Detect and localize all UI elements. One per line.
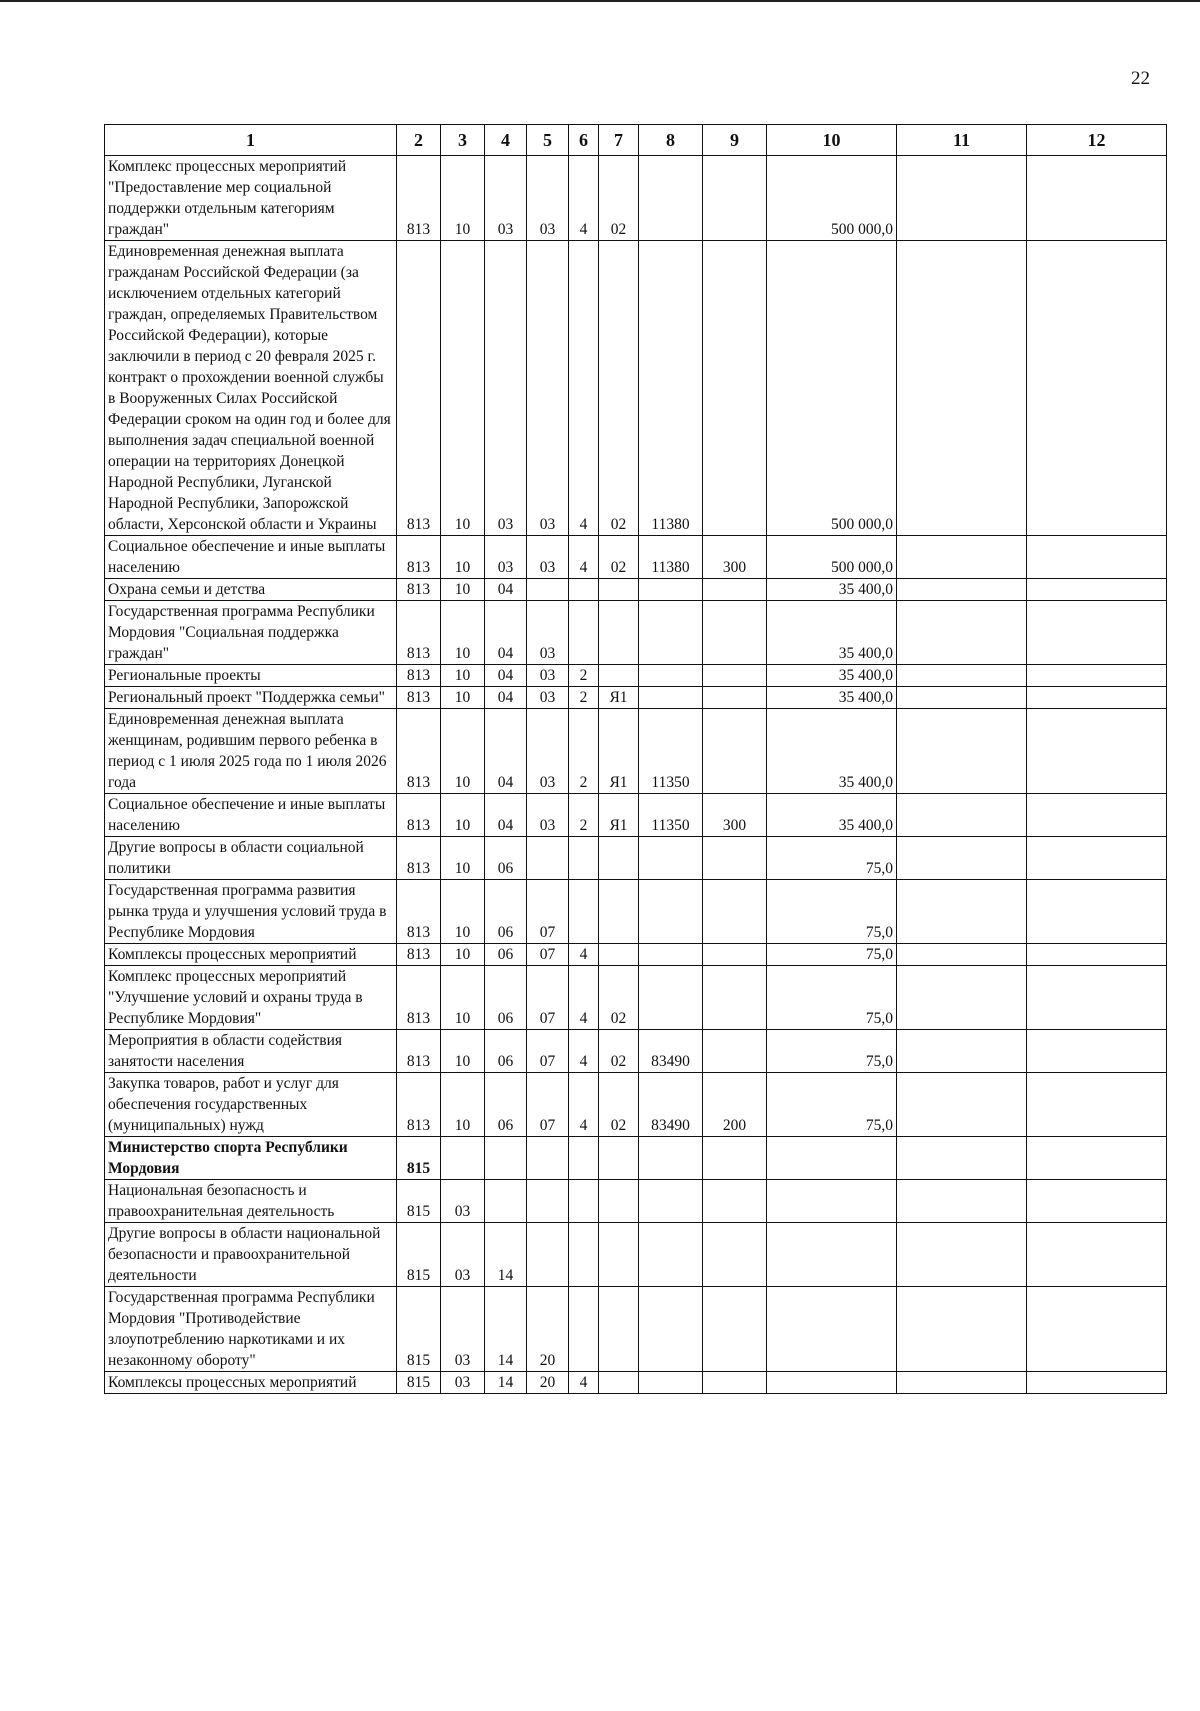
amount-cell: 500 000,0 xyxy=(767,156,897,241)
code-5-cell xyxy=(527,1180,569,1223)
column-header: 5 xyxy=(527,125,569,156)
table-row xyxy=(105,1073,1167,1137)
code-9-cell xyxy=(703,241,767,536)
code-5-cell: 07 xyxy=(527,966,569,1030)
code-3-cell: 10 xyxy=(441,665,485,687)
row-name-cell: Государственная программа Республики Мордовия "Социальная поддержка граждан" xyxy=(105,601,397,665)
code-9-cell xyxy=(703,944,767,966)
code-4-cell: 06 xyxy=(485,837,527,880)
code-6-cell: 4 xyxy=(569,156,599,241)
column-header: 3 xyxy=(441,125,485,156)
code-2-cell: 815 xyxy=(397,1372,441,1394)
table-row xyxy=(105,601,1167,665)
code-3-cell: 10 xyxy=(441,944,485,966)
table-row xyxy=(105,536,1167,579)
code-4-cell: 03 xyxy=(485,536,527,579)
code-4-cell: 03 xyxy=(485,241,527,536)
code-3-cell: 03 xyxy=(441,1287,485,1372)
table-row xyxy=(105,1287,1167,1372)
column-11-cell xyxy=(897,794,1027,837)
code-6-cell xyxy=(569,837,599,880)
column-11-cell xyxy=(897,1030,1027,1073)
column-11-cell xyxy=(897,837,1027,880)
code-4-cell: 06 xyxy=(485,1073,527,1137)
code-2-cell: 813 xyxy=(397,794,441,837)
column-11-cell xyxy=(897,536,1027,579)
table-body xyxy=(105,156,1167,1394)
code-9-cell xyxy=(703,601,767,665)
code-2-cell: 813 xyxy=(397,241,441,536)
table-row xyxy=(105,1223,1167,1287)
amount-cell xyxy=(767,1223,897,1287)
column-12-cell xyxy=(1027,601,1167,665)
table-row xyxy=(105,1137,1167,1180)
column-12-cell xyxy=(1027,1073,1167,1137)
row-name-cell: Региональный проект "Поддержка семьи" xyxy=(105,687,397,709)
code-4-cell: 04 xyxy=(485,579,527,601)
code-4-cell: 14 xyxy=(485,1223,527,1287)
code-9-cell xyxy=(703,156,767,241)
code-5-cell: 07 xyxy=(527,880,569,944)
row-name-cell: Национальная безопасность и правоохранительная деятельность xyxy=(105,1180,397,1223)
code-6-cell: 2 xyxy=(569,665,599,687)
table-row xyxy=(105,1030,1167,1073)
code-2-cell: 813 xyxy=(397,1073,441,1137)
code-8-cell xyxy=(639,1180,703,1223)
code-8-cell xyxy=(639,1372,703,1394)
column-header: 2 xyxy=(397,125,441,156)
column-11-cell xyxy=(897,601,1027,665)
code-7-cell: 02 xyxy=(599,966,639,1030)
code-4-cell: 04 xyxy=(485,601,527,665)
code-8-cell xyxy=(639,880,703,944)
column-11-cell xyxy=(897,687,1027,709)
column-11-cell xyxy=(897,1223,1027,1287)
code-6-cell: 2 xyxy=(569,687,599,709)
code-6-cell: 4 xyxy=(569,966,599,1030)
code-3-cell: 10 xyxy=(441,687,485,709)
code-2-cell: 813 xyxy=(397,536,441,579)
column-11-cell xyxy=(897,156,1027,241)
code-6-cell xyxy=(569,880,599,944)
column-12-cell xyxy=(1027,1372,1167,1394)
column-header: 12 xyxy=(1027,125,1167,156)
code-9-cell xyxy=(703,1223,767,1287)
column-11-cell xyxy=(897,1287,1027,1372)
column-11-cell xyxy=(897,665,1027,687)
column-11-cell xyxy=(897,1372,1027,1394)
code-9-cell xyxy=(703,880,767,944)
code-5-cell: 03 xyxy=(527,687,569,709)
code-3-cell: 10 xyxy=(441,1073,485,1137)
column-12-cell xyxy=(1027,241,1167,536)
code-9-cell: 300 xyxy=(703,536,767,579)
code-9-cell xyxy=(703,1180,767,1223)
code-3-cell: 10 xyxy=(441,880,485,944)
code-4-cell: 04 xyxy=(485,709,527,794)
table-row xyxy=(105,880,1167,944)
column-11-cell xyxy=(897,709,1027,794)
code-9-cell xyxy=(703,709,767,794)
code-5-cell: 07 xyxy=(527,944,569,966)
table-row xyxy=(105,665,1167,687)
code-9-cell: 200 xyxy=(703,1073,767,1137)
code-2-cell: 815 xyxy=(397,1180,441,1223)
code-6-cell xyxy=(569,601,599,665)
column-11-cell xyxy=(897,944,1027,966)
table-row xyxy=(105,156,1167,241)
code-5-cell: 07 xyxy=(527,1073,569,1137)
column-11-cell xyxy=(897,966,1027,1030)
code-6-cell xyxy=(569,579,599,601)
row-name-cell: Комплексы процессных мероприятий xyxy=(105,944,397,966)
column-12-cell xyxy=(1027,1180,1167,1223)
top-rule xyxy=(0,0,1200,2)
code-3-cell xyxy=(441,1137,485,1180)
table-row xyxy=(105,944,1167,966)
code-6-cell: 2 xyxy=(569,794,599,837)
column-header: 6 xyxy=(569,125,599,156)
code-6-cell: 4 xyxy=(569,1073,599,1137)
code-8-cell xyxy=(639,837,703,880)
row-name-cell: Мероприятия в области содействия занятости населения xyxy=(105,1030,397,1073)
code-2-cell: 813 xyxy=(397,837,441,880)
column-12-cell xyxy=(1027,156,1167,241)
row-name-cell: Единовременная денежная выплата женщинам, родившим первого ребенка в период с 1 июля 2025 года по 1 июля 2026 года xyxy=(105,709,397,794)
amount-cell: 75,0 xyxy=(767,1073,897,1137)
code-8-cell: 11380 xyxy=(639,536,703,579)
code-2-cell: 815 xyxy=(397,1287,441,1372)
code-3-cell: 10 xyxy=(441,837,485,880)
amount-cell: 75,0 xyxy=(767,944,897,966)
code-8-cell: 83490 xyxy=(639,1030,703,1073)
amount-cell: 35 400,0 xyxy=(767,687,897,709)
code-2-cell: 815 xyxy=(397,1137,441,1180)
code-3-cell: 10 xyxy=(441,966,485,1030)
column-11-cell xyxy=(897,1073,1027,1137)
column-header: 10 xyxy=(767,125,897,156)
code-9-cell xyxy=(703,966,767,1030)
code-4-cell xyxy=(485,1137,527,1180)
code-2-cell: 813 xyxy=(397,709,441,794)
column-12-cell xyxy=(1027,837,1167,880)
code-8-cell xyxy=(639,1287,703,1372)
code-3-cell: 10 xyxy=(441,579,485,601)
code-7-cell xyxy=(599,579,639,601)
code-4-cell: 03 xyxy=(485,156,527,241)
column-12-cell xyxy=(1027,1223,1167,1287)
code-5-cell xyxy=(527,579,569,601)
code-5-cell: 03 xyxy=(527,794,569,837)
amount-cell: 35 400,0 xyxy=(767,601,897,665)
code-4-cell: 06 xyxy=(485,944,527,966)
code-7-cell xyxy=(599,880,639,944)
amount-cell: 500 000,0 xyxy=(767,536,897,579)
amount-cell xyxy=(767,1372,897,1394)
code-9-cell xyxy=(703,579,767,601)
code-9-cell xyxy=(703,1287,767,1372)
column-header: 4 xyxy=(485,125,527,156)
table-row xyxy=(105,579,1167,601)
column-11-cell xyxy=(897,579,1027,601)
column-header: 7 xyxy=(599,125,639,156)
code-3-cell: 10 xyxy=(441,601,485,665)
row-name-cell: Другие вопросы в области национальной безопасности и правоохранительной деятельности xyxy=(105,1223,397,1287)
code-5-cell: 03 xyxy=(527,665,569,687)
budget-table xyxy=(104,124,1167,1394)
code-9-cell xyxy=(703,687,767,709)
code-6-cell: 4 xyxy=(569,1030,599,1073)
row-name-cell: Комплексы процессных мероприятий xyxy=(105,1372,397,1394)
code-7-cell: 02 xyxy=(599,1030,639,1073)
code-4-cell: 06 xyxy=(485,880,527,944)
amount-cell xyxy=(767,1137,897,1180)
amount-cell: 75,0 xyxy=(767,1030,897,1073)
code-2-cell: 815 xyxy=(397,1223,441,1287)
code-3-cell: 10 xyxy=(441,156,485,241)
code-6-cell: 4 xyxy=(569,1372,599,1394)
code-8-cell xyxy=(639,156,703,241)
code-5-cell: 03 xyxy=(527,601,569,665)
row-name-cell: Государственная программа развития рынка труда и улучшения условий труда в Республике Мордовия xyxy=(105,880,397,944)
code-7-cell xyxy=(599,944,639,966)
code-8-cell xyxy=(639,665,703,687)
row-name-cell: Государственная программа Республики Мордовия "Противодействие злоупотреблению наркотиками и их незаконному обороту" xyxy=(105,1287,397,1372)
table-row xyxy=(105,966,1167,1030)
column-12-cell xyxy=(1027,966,1167,1030)
column-header-row xyxy=(105,125,1167,156)
code-4-cell xyxy=(485,1180,527,1223)
code-8-cell: 83490 xyxy=(639,1073,703,1137)
code-5-cell: 20 xyxy=(527,1287,569,1372)
code-6-cell xyxy=(569,1180,599,1223)
code-5-cell: 03 xyxy=(527,709,569,794)
code-6-cell xyxy=(569,1137,599,1180)
amount-cell: 75,0 xyxy=(767,966,897,1030)
amount-cell: 75,0 xyxy=(767,880,897,944)
code-4-cell: 04 xyxy=(485,665,527,687)
table-row xyxy=(105,709,1167,794)
column-11-cell xyxy=(897,880,1027,944)
code-2-cell: 813 xyxy=(397,156,441,241)
code-6-cell: 4 xyxy=(569,241,599,536)
code-8-cell xyxy=(639,966,703,1030)
row-name-cell: Единовременная денежная выплата гражданам Российской Федерации (за исключением отдельных категорий граждан, определяемых Правительством Российской Федерации), которые заключили в период с 20 февраля 2025 г. контракт о прохождении военной службы в Вооруженных Силах Российской Федерации сроком на один год и более для выполнения задач специальной военной операции на территориях Донецкой Народной Республики, Луганской Народной Республики, Запорожской области, Херсонской области и Украины xyxy=(105,241,397,536)
code-7-cell xyxy=(599,1372,639,1394)
code-5-cell xyxy=(527,837,569,880)
amount-cell: 75,0 xyxy=(767,837,897,880)
code-4-cell: 14 xyxy=(485,1287,527,1372)
table-row xyxy=(105,241,1167,536)
code-9-cell xyxy=(703,1372,767,1394)
code-4-cell: 06 xyxy=(485,1030,527,1073)
code-3-cell: 03 xyxy=(441,1180,485,1223)
code-4-cell: 04 xyxy=(485,794,527,837)
column-header: 1 xyxy=(105,125,397,156)
code-2-cell: 813 xyxy=(397,966,441,1030)
code-4-cell: 04 xyxy=(485,687,527,709)
code-2-cell: 813 xyxy=(397,665,441,687)
code-9-cell: 300 xyxy=(703,794,767,837)
code-9-cell xyxy=(703,837,767,880)
code-8-cell xyxy=(639,1137,703,1180)
table-row xyxy=(105,1180,1167,1223)
column-12-cell xyxy=(1027,709,1167,794)
column-12-cell xyxy=(1027,1030,1167,1073)
code-3-cell: 03 xyxy=(441,1372,485,1394)
column-12-cell xyxy=(1027,1287,1167,1372)
code-7-cell xyxy=(599,1180,639,1223)
code-6-cell xyxy=(569,1287,599,1372)
code-7-cell xyxy=(599,1137,639,1180)
row-name-cell: Комплекс процессных мероприятий "Улучшение условий и охраны труда в Республике Мордовия" xyxy=(105,966,397,1030)
code-7-cell: 02 xyxy=(599,1073,639,1137)
table-row xyxy=(105,1372,1167,1394)
code-5-cell xyxy=(527,1137,569,1180)
code-2-cell: 813 xyxy=(397,880,441,944)
code-3-cell: 10 xyxy=(441,794,485,837)
amount-cell xyxy=(767,1287,897,1372)
amount-cell xyxy=(767,1180,897,1223)
code-5-cell: 07 xyxy=(527,1030,569,1073)
row-name-cell: Социальное обеспечение и иные выплаты населению xyxy=(105,536,397,579)
code-6-cell: 2 xyxy=(569,709,599,794)
code-2-cell: 813 xyxy=(397,579,441,601)
amount-cell: 500 000,0 xyxy=(767,241,897,536)
code-8-cell: 11380 xyxy=(639,241,703,536)
row-name-cell: Министерство спорта Республики Мордовия xyxy=(105,1137,397,1180)
row-name-cell: Закупка товаров, работ и услуг для обеспечения государственных (муниципальных) нужд xyxy=(105,1073,397,1137)
code-7-cell: 02 xyxy=(599,536,639,579)
code-3-cell: 10 xyxy=(441,536,485,579)
column-12-cell xyxy=(1027,1137,1167,1180)
table-row xyxy=(105,687,1167,709)
column-header: 11 xyxy=(897,125,1027,156)
code-2-cell: 813 xyxy=(397,687,441,709)
code-8-cell xyxy=(639,579,703,601)
column-11-cell xyxy=(897,241,1027,536)
amount-cell: 35 400,0 xyxy=(767,579,897,601)
page-number: 22 xyxy=(1131,68,1150,89)
column-11-cell xyxy=(897,1137,1027,1180)
code-9-cell xyxy=(703,1030,767,1073)
row-name-cell: Социальное обеспечение и иные выплаты населению xyxy=(105,794,397,837)
code-3-cell: 10 xyxy=(441,241,485,536)
code-6-cell: 4 xyxy=(569,536,599,579)
column-header: 8 xyxy=(639,125,703,156)
row-name-cell: Комплекс процессных мероприятий "Предоставление мер социальной поддержки отдельным категориям граждан" xyxy=(105,156,397,241)
code-8-cell: 11350 xyxy=(639,794,703,837)
amount-cell: 35 400,0 xyxy=(767,709,897,794)
column-12-cell xyxy=(1027,687,1167,709)
row-name-cell: Другие вопросы в области социальной политики xyxy=(105,837,397,880)
code-8-cell xyxy=(639,1223,703,1287)
code-7-cell xyxy=(599,837,639,880)
column-12-cell xyxy=(1027,665,1167,687)
code-7-cell: 02 xyxy=(599,156,639,241)
amount-cell: 35 400,0 xyxy=(767,794,897,837)
code-3-cell: 10 xyxy=(441,709,485,794)
column-11-cell xyxy=(897,1180,1027,1223)
code-5-cell: 03 xyxy=(527,241,569,536)
code-9-cell xyxy=(703,1137,767,1180)
code-3-cell: 10 xyxy=(441,1030,485,1073)
code-2-cell: 813 xyxy=(397,1030,441,1073)
code-2-cell: 813 xyxy=(397,601,441,665)
row-name-cell: Охрана семьи и детства xyxy=(105,579,397,601)
code-2-cell: 813 xyxy=(397,944,441,966)
code-4-cell: 14 xyxy=(485,1372,527,1394)
code-7-cell xyxy=(599,601,639,665)
code-8-cell xyxy=(639,601,703,665)
amount-cell: 35 400,0 xyxy=(767,665,897,687)
code-5-cell: 03 xyxy=(527,536,569,579)
column-header: 9 xyxy=(703,125,767,156)
code-6-cell xyxy=(569,1223,599,1287)
code-8-cell xyxy=(639,944,703,966)
code-7-cell xyxy=(599,665,639,687)
column-12-cell xyxy=(1027,944,1167,966)
column-12-cell xyxy=(1027,579,1167,601)
table-row xyxy=(105,837,1167,880)
code-9-cell xyxy=(703,665,767,687)
code-7-cell: 02 xyxy=(599,241,639,536)
column-12-cell xyxy=(1027,794,1167,837)
code-5-cell xyxy=(527,1223,569,1287)
code-6-cell: 4 xyxy=(569,944,599,966)
code-7-cell xyxy=(599,1287,639,1372)
code-7-cell: Я1 xyxy=(599,709,639,794)
code-7-cell xyxy=(599,1223,639,1287)
code-8-cell: 11350 xyxy=(639,709,703,794)
column-12-cell xyxy=(1027,536,1167,579)
row-name-cell: Региональные проекты xyxy=(105,665,397,687)
code-8-cell xyxy=(639,687,703,709)
code-4-cell: 06 xyxy=(485,966,527,1030)
table-row xyxy=(105,794,1167,837)
code-5-cell: 20 xyxy=(527,1372,569,1394)
column-12-cell xyxy=(1027,880,1167,944)
code-7-cell: Я1 xyxy=(599,687,639,709)
code-7-cell: Я1 xyxy=(599,794,639,837)
code-5-cell: 03 xyxy=(527,156,569,241)
code-3-cell: 03 xyxy=(441,1223,485,1287)
